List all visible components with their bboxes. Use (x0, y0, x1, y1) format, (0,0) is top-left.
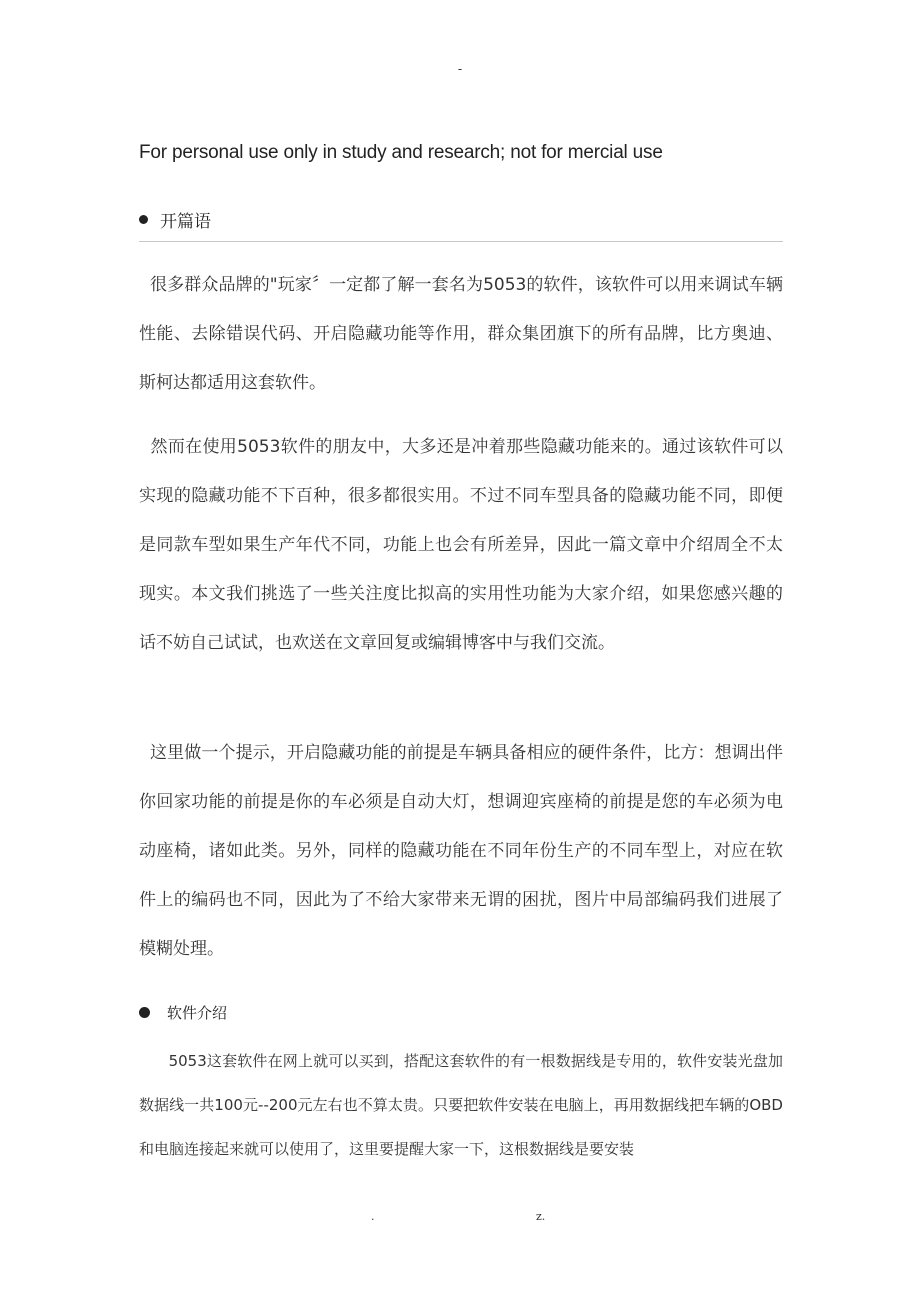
section-heading-intro (139, 207, 211, 232)
footer-right-mark: z. (536, 1210, 546, 1223)
intro-paragraph-2: 然而在使用5053软件的朋友中，大多还是冲着那些隐藏功能来的。通过该软件可以实现的隐藏功能不下百种，很多都很实用。不过不同车型具备的隐藏功能不同，即便是同款车型如果生产年代不同，功能上也会有所差异，因此一篇文章中介绍周全不太现实。本文我们挑选了一些关注度比拟高的实用性功能为大家介绍，如果您感兴趣的话不妨自己试试，也欢送在文章回复或编辑博客中与我们交流。 (139, 437, 784, 653)
section-divider (139, 241, 783, 242)
section-heading-intro-label: 开篇语 (160, 212, 211, 232)
bullet-icon (139, 1007, 150, 1018)
section-heading-software-label: 软件介绍 (167, 1004, 228, 1022)
page-header-mark: - (457, 62, 463, 76)
disclaimer-text: For personal use only in study and research; not for mercial use (139, 142, 663, 163)
intro-paragraph-1: 很多群众品牌的"玩家〞一定都了解一套名为5053的软件，该软件可以用来调试车辆性能、去除错误代码、开启隐藏功能等作用，群众集团旗下的所有品牌，比方奥迪、斯柯达都适用这套软件。 (139, 275, 783, 393)
intro-paragraph-3: 这里做一个提示，开启隐藏功能的前提是车辆具备相应的硬件条件，比方：想调出伴你回家功能的前提是你的车必须是自动大灯，想调迎宾座椅的前提是您的车必须为电动座椅，诸如此类。另外，同样的隐藏功能在不同年份生产的不同车型上，对应在软件上的编码也不同，因此为了不给大家带来无谓的困扰，图片中局部编码我们进展了模糊处理。 (139, 743, 783, 959)
bullet-icon (139, 215, 148, 224)
section-heading-software (139, 1002, 227, 1023)
software-paragraph-1: 5053这套软件在网上就可以买到，搭配这套软件的有一根数据线是专用的，软件安装光盘加数据线一共100元--200元左右也不算太贵。只要把软件安装在电脑上，再用数据线把车辆的OBD和电脑连接起来就可以使用了，这里要提醒大家一下，这根数据线是要安装 (139, 1052, 783, 1158)
footer-left-mark: . (371, 1210, 375, 1223)
